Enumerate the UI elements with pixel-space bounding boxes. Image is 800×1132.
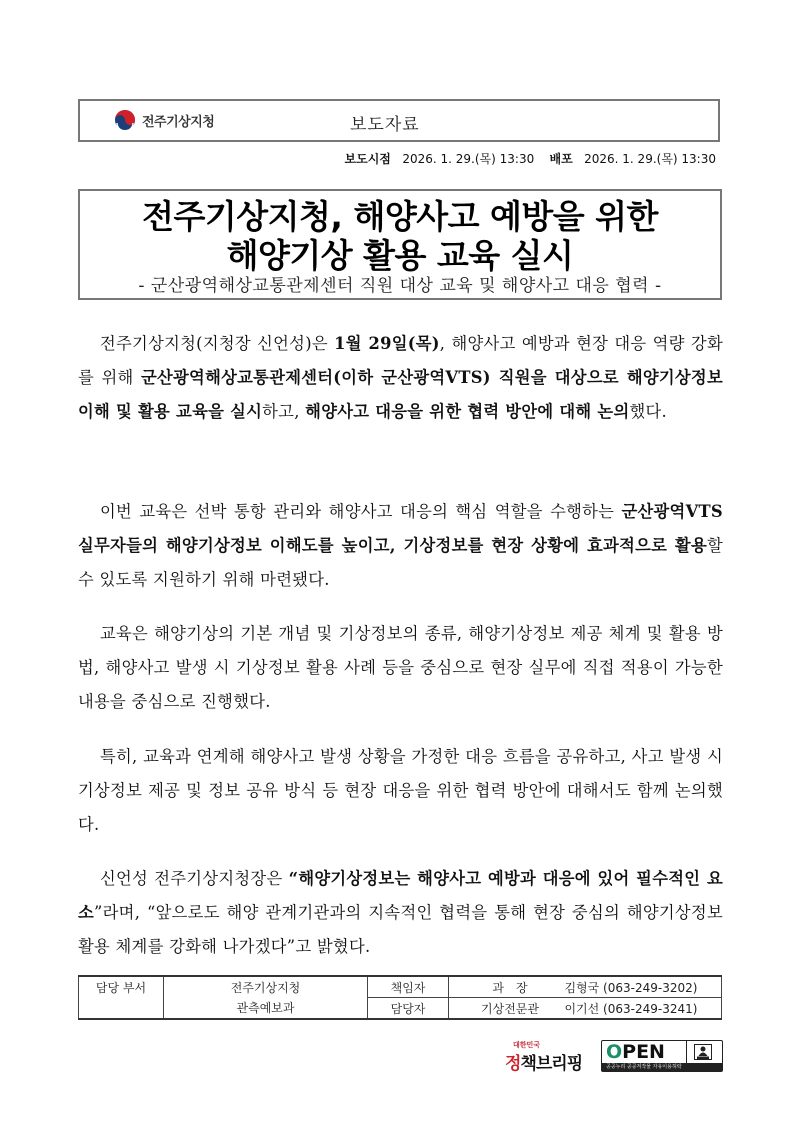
embargo-label: 보도시점 bbox=[344, 152, 391, 166]
person-cell bbox=[449, 998, 722, 1020]
badge-divider bbox=[686, 1041, 687, 1063]
emphasis-text: 군산광역해상교통관제센터(이하 군산광역VTS) 직원을 대상으로 해양기상정보 이해 및 활용 교육을 실시 bbox=[78, 368, 723, 421]
embargo-value: 2026. 1. 29.(목) 13:30 bbox=[402, 152, 535, 166]
policy-briefing-logo bbox=[505, 1040, 587, 1074]
headline-line-2: 해양기상 활용 교육 실시 bbox=[226, 236, 574, 275]
dept-line-2: 관측예보과 bbox=[236, 1000, 295, 1015]
body-text: 하고, bbox=[262, 402, 306, 421]
body-text: 했다. bbox=[629, 402, 668, 421]
paragraph-4 bbox=[78, 740, 723, 842]
emphasis-text: 1월 29일(목) bbox=[334, 334, 440, 353]
open-label: OPEN bbox=[606, 1041, 665, 1063]
brief-logo-small: 대한민국 bbox=[513, 1041, 541, 1049]
person-contact: 이기선 (063-249-3241) bbox=[564, 1001, 698, 1016]
open-bar-text: 공공누리 공공저작물 자유이용허락 bbox=[602, 1063, 722, 1071]
release-info bbox=[345, 150, 716, 167]
body-text: 이번 교육은 선박 통항 관리와 해양사고 대응의 핵심 역할을 수행하는 bbox=[100, 502, 622, 521]
kogl-open-badge bbox=[601, 1040, 723, 1072]
paragraph-1 bbox=[78, 327, 723, 429]
dept-label: 담당 부서 bbox=[79, 976, 164, 1019]
dept-line-1: 전주기상지청 bbox=[230, 980, 301, 995]
person-cell bbox=[449, 976, 722, 998]
body-text: 교육은 해양기상의 기본 개념 및 기상정보의 종류, 해양기상정보 제공 체계 및 활용 방법, 해양사고 발생 시 기상정보 활용 사례 등을 중심으로 현장 실무에 직접 적용이 가능한 내용을 중심으로 진행했다. bbox=[78, 624, 723, 711]
headline-line-1: 전주기상지청, 해양사고 예방을 위한 bbox=[142, 197, 658, 236]
body-text: ”라며, “앞으로도 해양 관계기관과의 지속적인 협력을 통해 현장 중심의 해양기상정보 활용 체계를 강화해 나가겠다”고 밝혔다. bbox=[78, 903, 723, 956]
attribution-person-icon bbox=[694, 1044, 712, 1060]
role-cell: 책임자 bbox=[368, 976, 449, 998]
distribution-label: 배포 bbox=[549, 152, 573, 166]
brief-logo-text: 정책브리핑 bbox=[505, 1054, 583, 1074]
agency-name: 전주기상지청 bbox=[142, 114, 215, 130]
paragraph-2 bbox=[78, 495, 723, 597]
emphasis-text: 해양사고 대응을 위한 협력 방안에 대해 논의 bbox=[305, 402, 630, 421]
person-title: 과 장 bbox=[492, 980, 528, 995]
emphasis-text: 군산광역VTS 실무자들의 해양기상정보 이해도를 높이고, 기상정보를 현장 상황에 효과적으로 활용 bbox=[78, 502, 723, 555]
distribution-value: 2026. 1. 29.(목) 13:30 bbox=[584, 152, 716, 166]
agency-logo bbox=[114, 107, 214, 133]
body-text: 특히, 교육과 연계해 해양사고 발생 상황을 가정한 대응 흐름을 공유하고, 사고 발생 시 기상정보 제공 및 정보 공유 방식 등 현장 대응을 위한 협력 방안에 대해서도 함께 논의했다. bbox=[78, 747, 723, 834]
body-text: , 해양사고 예방과 현장 대응 역량 강화를 위해 bbox=[78, 334, 723, 387]
body-text: 신언성 전주기상지청장은 bbox=[100, 869, 289, 888]
person-contact: 김형국 (063-249-3202) bbox=[564, 980, 698, 995]
role-cell: 담당자 bbox=[368, 998, 449, 1020]
open-rest: PEN bbox=[622, 1041, 665, 1063]
contact-row bbox=[79, 976, 722, 998]
paragraph-3 bbox=[78, 617, 723, 719]
subtitle: - 군산광역해상교통관제센터 직원 대상 교육 및 해양사고 대응 협력 - bbox=[138, 276, 662, 296]
person-title: 기상전문관 bbox=[481, 1001, 539, 1016]
body-text: 할 수 있도록 지원하기 위해 마련됐다. bbox=[78, 536, 723, 589]
body-text: 전주기상지청(지청장 신언성)은 bbox=[100, 334, 335, 353]
taegeuk-emblem-icon bbox=[114, 109, 136, 131]
paragraph-5 bbox=[78, 862, 723, 964]
dept-name bbox=[164, 976, 368, 1019]
emphasis-text: “해양기상정보는 해양사고 예방과 대응에 있어 필수적인 요소 bbox=[78, 869, 723, 922]
contact-table bbox=[78, 975, 722, 1020]
doc-type: 보도자료 bbox=[350, 115, 420, 135]
